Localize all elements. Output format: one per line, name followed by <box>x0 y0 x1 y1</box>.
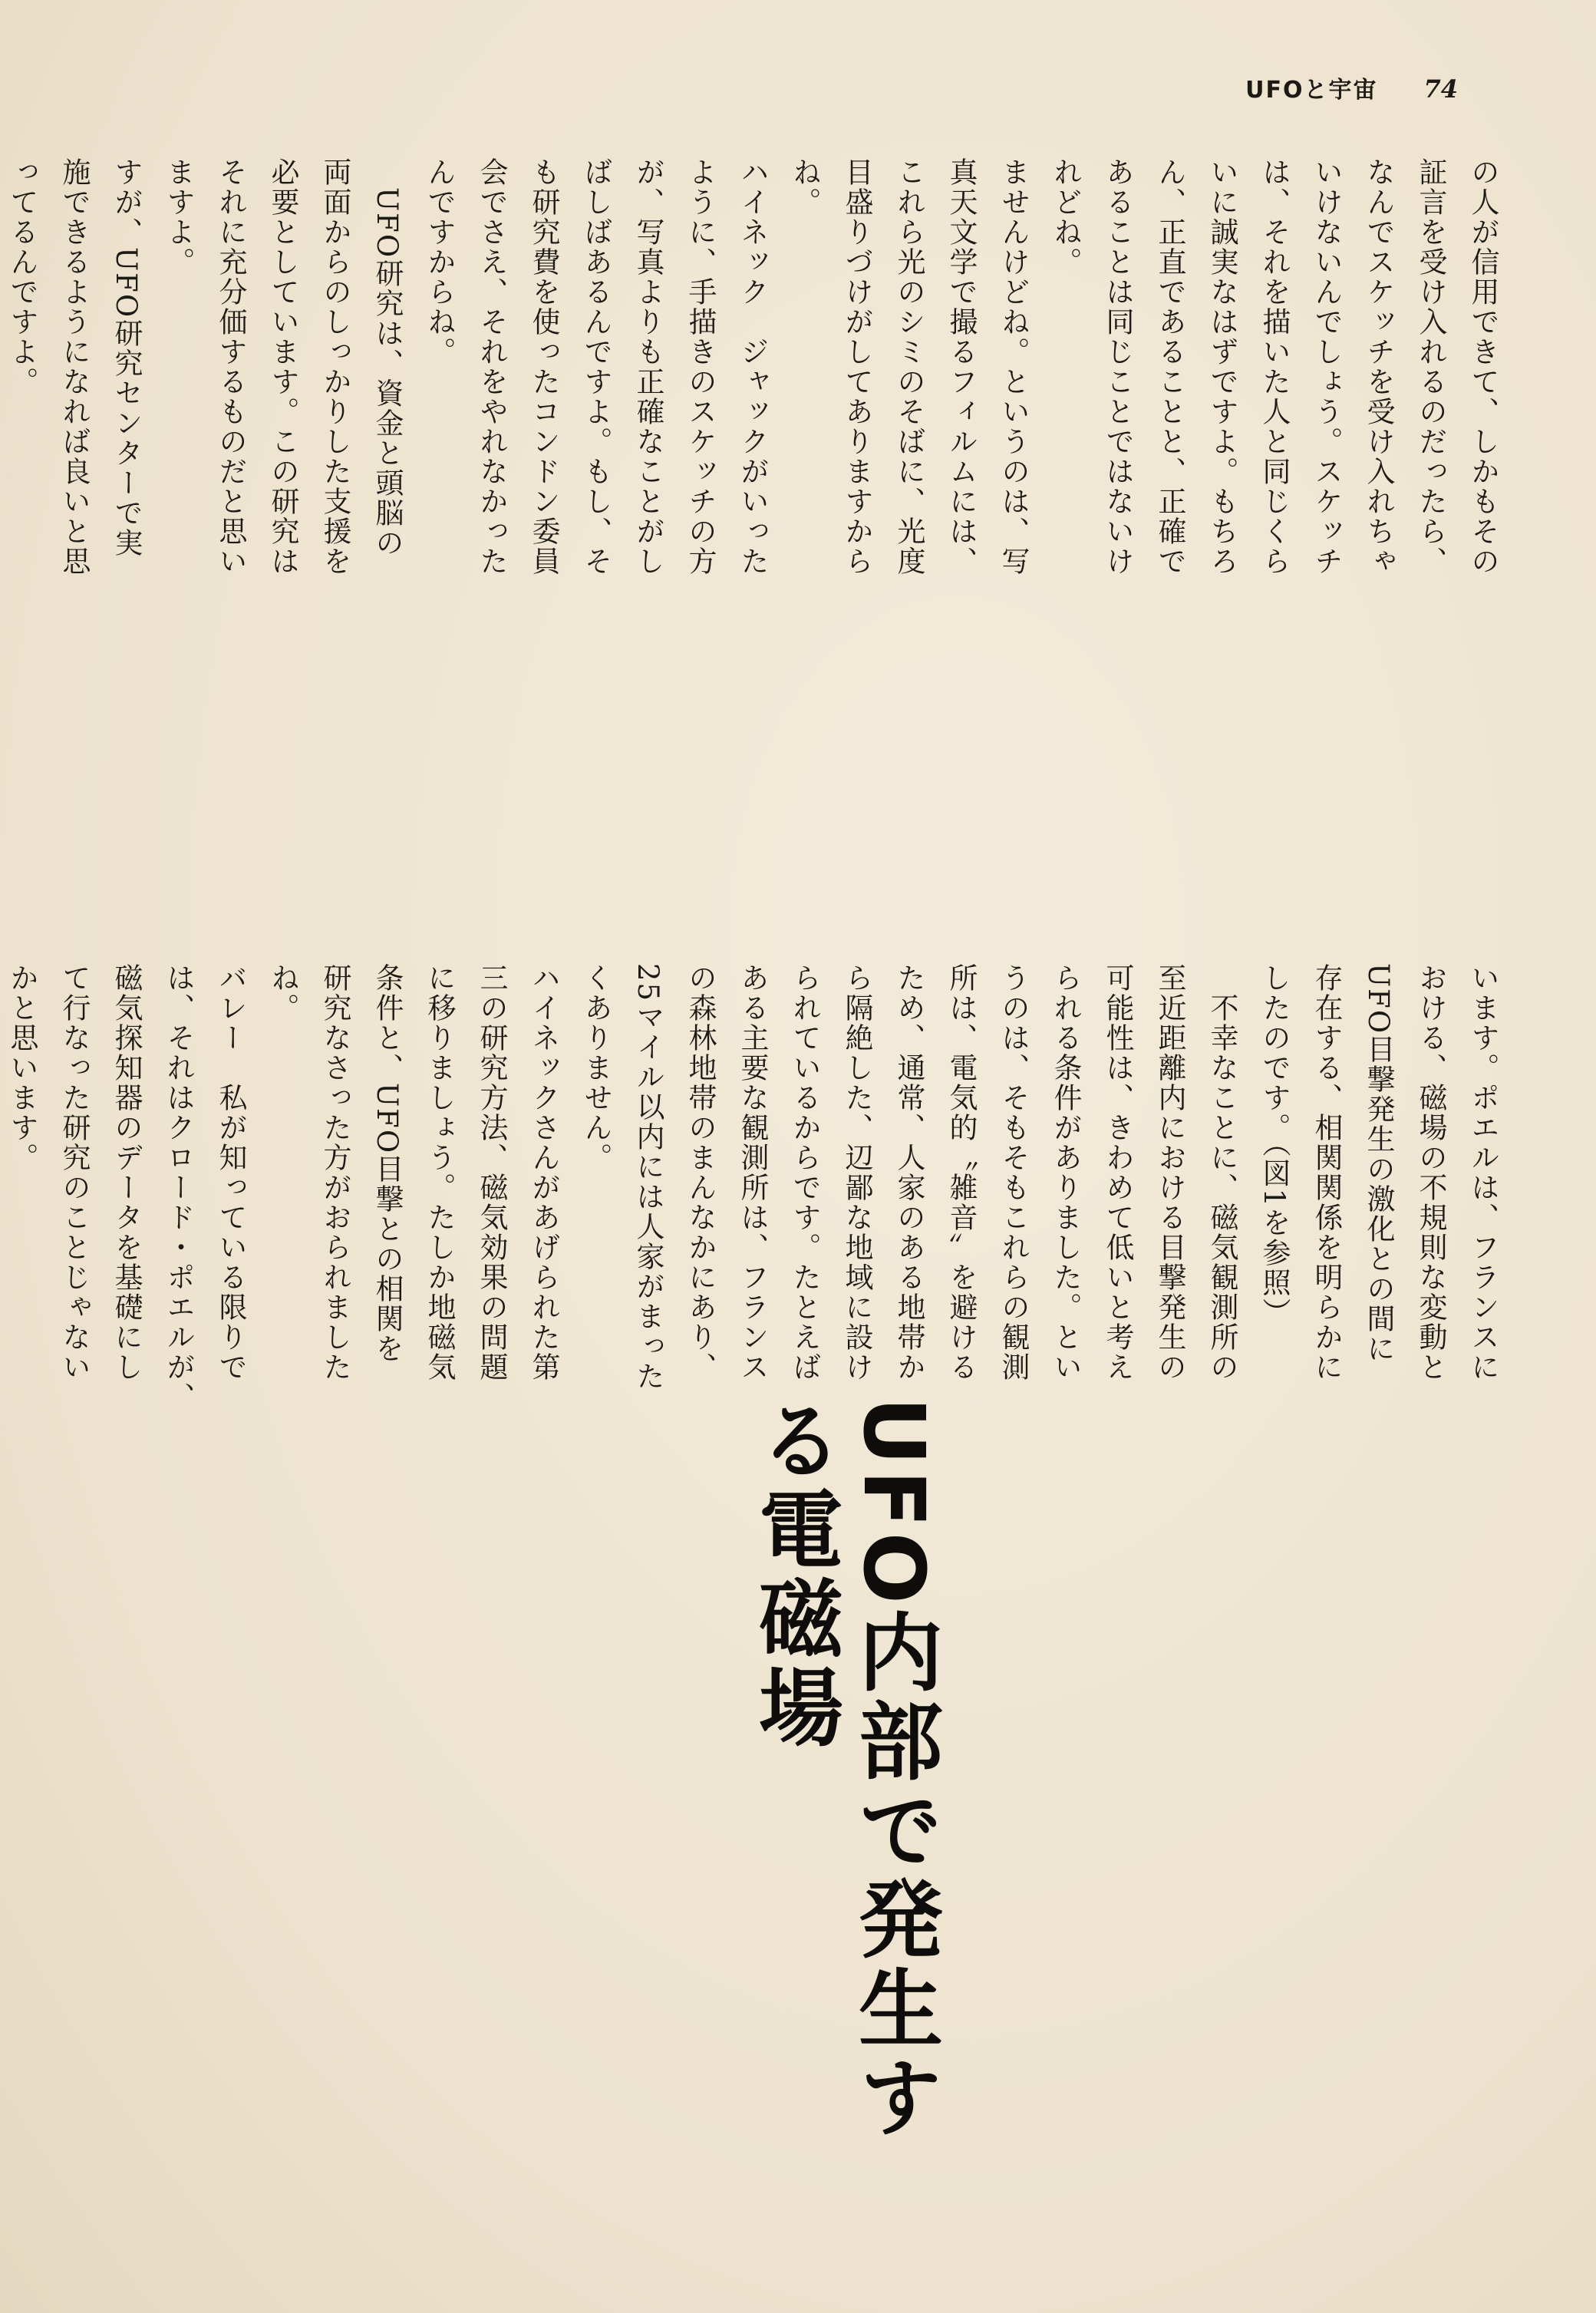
text-line: られる条件がありました。とい <box>1049 963 1082 1382</box>
text-line: も研究費を使ったコンドン委員 <box>527 157 560 576</box>
text-line: ハイネック ジャックがいった <box>736 157 769 576</box>
text-line: ら隔絶した、辺鄙な地域に設け <box>840 963 873 1382</box>
text-line: 可能性は、きわめて低いと考え <box>1101 963 1134 1382</box>
text-line: ね。 <box>788 157 821 217</box>
page-number: 74 <box>1423 74 1458 104</box>
text-line: おける、磁場の不規則な変動と <box>1414 963 1447 1382</box>
text-line: 三の研究方法、磁気効果の問題 <box>475 963 508 1382</box>
text-line: 条件と、UFO目撃との相関を <box>371 963 404 1364</box>
text-line: 必要としています。この研究は <box>266 157 299 576</box>
text-line: あることは同じことではないけ <box>1101 157 1134 576</box>
text-line: は、それはクロード・ポエルが、 <box>162 963 195 1412</box>
text-line: なんでスケッチを受け入れちゃ <box>1362 157 1395 576</box>
text-line: ため、通常、人家のある地帯か <box>892 963 925 1382</box>
text-line: 所は、電気的〝雑音〟を避ける <box>945 963 978 1382</box>
text-line: いに誠実なはずですよ。もちろ <box>1205 157 1238 576</box>
text-line: 研究なさった方がおられました <box>318 963 351 1382</box>
text-line: 存在する、相関関係を明らかに <box>1310 963 1343 1382</box>
text-line: UFO研究は、資金と頭脳の <box>371 157 404 559</box>
text-line: 施できるようになれば良いと思 <box>58 157 91 576</box>
text-line: それに充分価するものだと思い <box>214 157 247 576</box>
text-line: は、それを描いた人と同じくら <box>1258 157 1291 576</box>
text-line: 両面からのしっかりした支援を <box>318 157 351 576</box>
text-line: んですからね。 <box>423 157 456 367</box>
text-line: が、写真よりも正確なことがし <box>631 157 664 576</box>
text-line: うのは、そもそもこれらの観測 <box>997 963 1030 1382</box>
text-line: ばしばあるんですよ。もし、そ <box>579 157 612 576</box>
text-line: て行なった研究のことじゃない <box>58 963 91 1382</box>
text-line: られているからです。たとえば <box>788 963 821 1382</box>
text-line: かと思います。 <box>5 963 38 1173</box>
text-line: ませんけどね。というのは、写 <box>997 157 1030 576</box>
text-line: すが、UFO研究センターで実 <box>110 157 143 559</box>
text-line: 不幸なことに、磁気観測所の <box>1205 963 1238 1382</box>
text-line: に移りましょう。たしか地磁気 <box>423 963 456 1382</box>
text-line: したのです。（図1を参照） <box>1258 963 1291 1328</box>
upper-text-tier <box>5 157 1504 925</box>
text-line: ってるんですよ。 <box>5 157 38 397</box>
text-line: ん、正直であることと、正確で <box>1153 157 1186 576</box>
text-line: います。ポエルは、フランスに <box>1466 963 1499 1382</box>
text-line: ね。 <box>266 963 299 1023</box>
section-title: UFOと宇宙 <box>1245 77 1378 104</box>
text-line: れどね。 <box>1049 157 1082 277</box>
text-line: の森林地帯のまんなかにあり、 <box>684 963 717 1382</box>
text-line: ハイネックさんがあげられた第 <box>527 963 560 1382</box>
text-line: これら光のシミのそばに、光度 <box>892 157 925 576</box>
text-line: いけないんでしょう。スケッチ <box>1310 157 1343 576</box>
text-line: UFO目撃発生の激化との間に <box>1362 963 1395 1364</box>
text-line: ますよ。 <box>162 157 195 277</box>
text-line: 25マイル以内には人家がまった <box>631 963 664 1392</box>
text-line: 至近距離内における目撃発生の <box>1153 963 1186 1382</box>
page-header <box>1245 71 1458 104</box>
text-line: 磁気探知器のデータを基礎にし <box>110 963 143 1382</box>
text-line: 会でさえ、それをやれなかった <box>475 157 508 576</box>
text-line: 証言を受け入れるのだったら、 <box>1414 157 1447 576</box>
text-line: ある主要な観測所は、フランス <box>736 963 769 1382</box>
text-line: 真天文学で撮るフィルムには、 <box>945 157 978 576</box>
headline: UFO内部で発生する電磁場 <box>745 1397 943 2143</box>
text-line: くありません。 <box>579 963 612 1173</box>
text-line: バレー 私が知っている限りで <box>214 963 247 1382</box>
text-line: 目盛りづけがしてありますから <box>840 157 873 576</box>
text-line: ように、手描きのスケッチの方 <box>684 157 717 576</box>
text-line: の人が信用できて、しかもその <box>1466 157 1499 576</box>
